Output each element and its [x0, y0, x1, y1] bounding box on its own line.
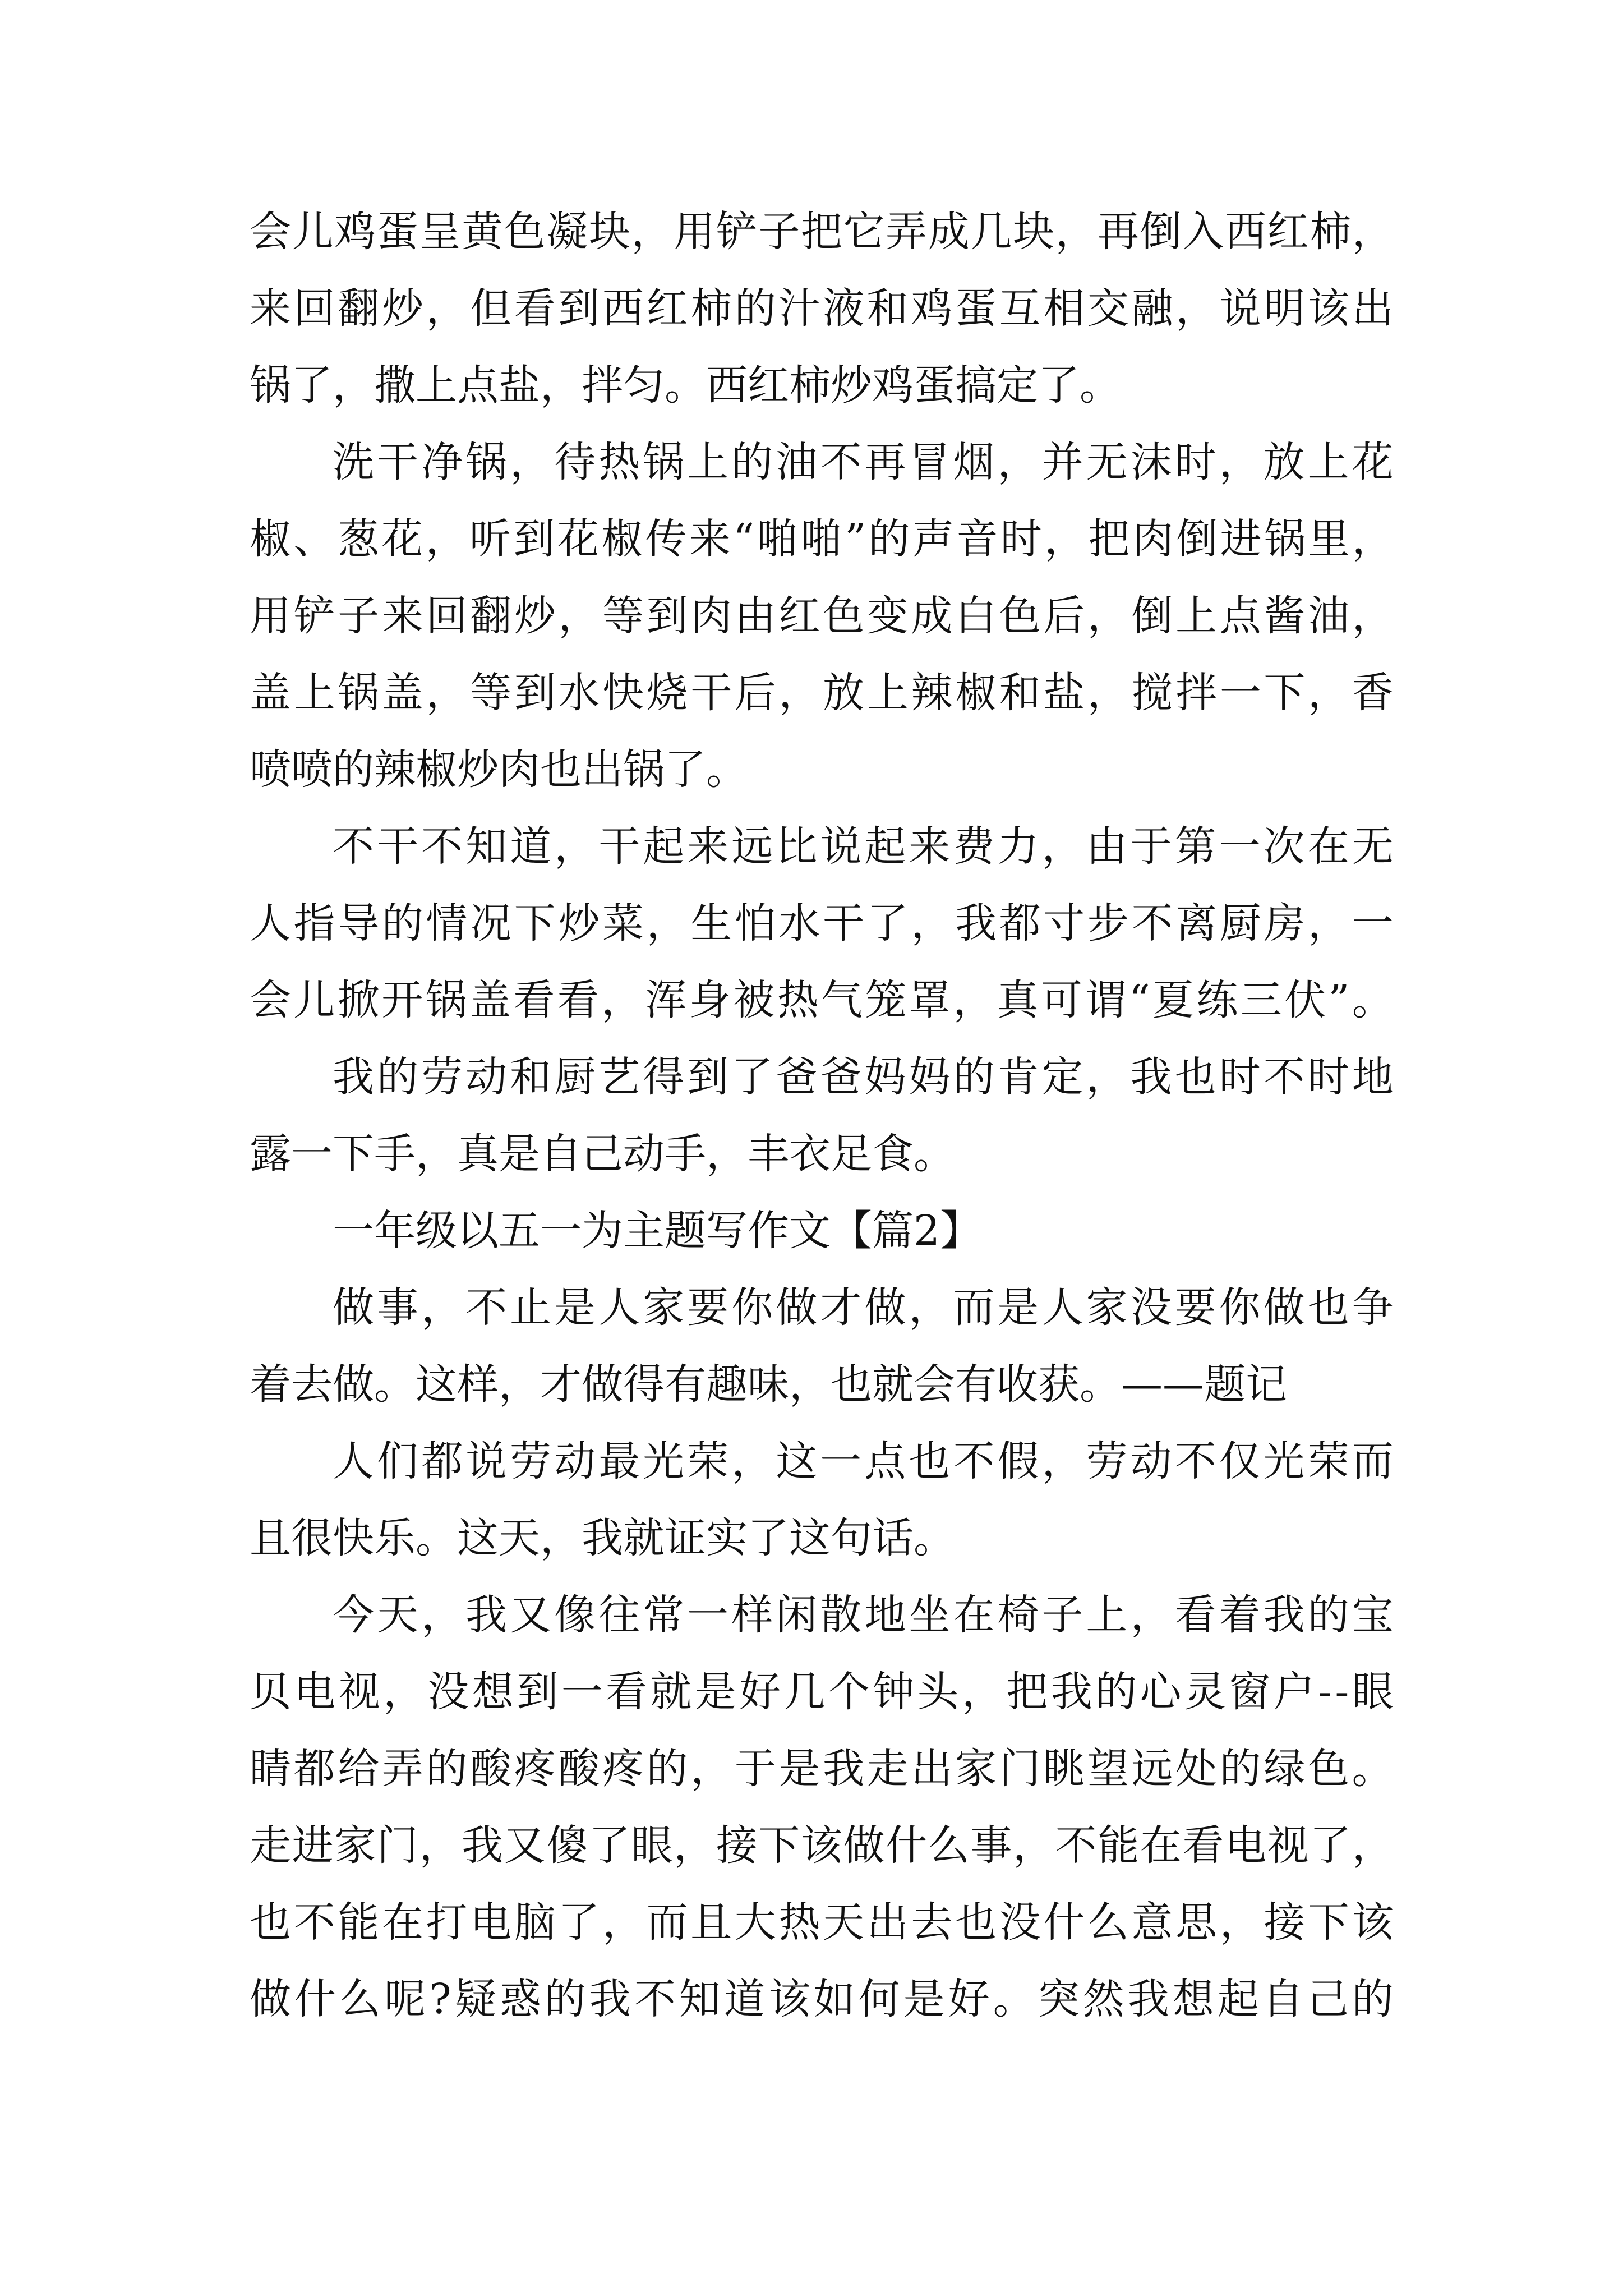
text-line: 会 儿 鸡 蛋 呈 黄 色 凝 块 ， 用 铲 子 把 它 弄 成 几 块 ， 再 倒 入 西 红 柿 ， [250, 208, 1394, 256]
text-line: 不 干 不 知 道 ， 干 起 来 远 比 说 起 来 费 力 ， 由 于 第 一 次 在 无 [333, 822, 1394, 871]
document-body [250, 194, 1394, 2038]
text-line: 人 指 导 的 情 况 下 炒 菜 ， 生 怕 水 干 了 ， 我 都 寸 步 不 离 厨 房 ， 一 [250, 899, 1394, 947]
text-line: 今 天 ， 我 又 像 往 常 一 样 闲 散 地 坐 在 椅 子 上 ， 看 着 我 的 宝 [333, 1591, 1394, 1639]
text-line: 锅了，撒上点盐，拌匀。西红柿炒鸡蛋搞定了。 [250, 361, 1121, 409]
text-line: 且很快乐。这天，我就证实了这句话。 [250, 1514, 955, 1562]
text-line: 睛 都 给 弄 的 酸 疼 酸 疼 的 ， 于 是 我 走 出 家 门 眺 望 远 处 的 绿 色 。 [250, 1745, 1394, 1793]
text-line: 喷喷的辣椒炒肉也出锅了。 [250, 746, 748, 794]
text-line: 做 事 ， 不 止 是 人 家 要 你 做 才 做 ， 而 是 人 家 没 要 你 做 也 争 [333, 1283, 1394, 1332]
text-line: 也 不 能 在 打 电 脑 了 ， 而 且 大 热 天 出 去 也 没 什 么 意 思 ， 接 下 该 [250, 1898, 1394, 1947]
text-line: 会 儿 掀 开 锅 盖 看 看 ， 浑 身 被 热 气 笼 罩 ， 真 可 谓 “ 夏 练 三 伏 ” 。 [250, 976, 1394, 1024]
text-line: 椒 、 葱 花 ， 听 到 花 椒 传 来 “ 啪 啪 ” 的 声 音 时 ， 把 肉 倒 进 锅 里 ， [250, 515, 1394, 563]
text-line: 着去做。这样，才做得有趣味，也就会有收获。——题记 [250, 1360, 1287, 1409]
text-line: 露一下手，真是自己动手，丰衣足食。 [250, 1130, 955, 1178]
text-line: 用 铲 子 来 回 翻 炒 ， 等 到 肉 由 红 色 变 成 白 色 后 ， 倒 上 点 酱 油 ， [250, 592, 1394, 640]
text-line: 人 们 都 说 劳 动 最 光 荣 ， 这 一 点 也 不 假 ， 劳 动 不 仅 光 荣 而 [333, 1437, 1394, 1485]
text-line: 盖 上 锅 盖 ， 等 到 水 快 烧 干 后 ， 放 上 辣 椒 和 盐 ， 搅 拌 一 下 ， 香 [250, 669, 1394, 717]
text-line: 走 进 家 门 ， 我 又 傻 了 眼 ， 接 下 该 做 什 么 事 ， 不 能 在 看 电 视 了 ， [250, 1821, 1394, 1870]
text-line: 我 的 劳 动 和 厨 艺 得 到 了 爸 爸 妈 妈 的 肯 定 ， 我 也 时 不 时 地 [333, 1053, 1394, 1101]
text-line: 做 什 么 呢 ? 疑 惑 的 我 不 知 道 该 如 何 是 好 。 突 然 我 想 起 自 己 的 [250, 1975, 1394, 2023]
text-line: 贝 电 视 ， 没 想 到 一 看 就 是 好 几 个 钟 头 ， 把 我 的 心 灵 窗 户 - - 眼 [250, 1668, 1394, 1716]
text-line: 洗 干 净 锅 ， 待 热 锅 上 的 油 不 再 冒 烟 ， 并 无 沫 时 ， 放 上 花 [333, 438, 1394, 486]
text-line: 来 回 翻 炒 ， 但 看 到 西 红 柿 的 汁 液 和 鸡 蛋 互 相 交 融 ， 说 明 该 出 [250, 284, 1394, 333]
text-line: 一年级以五一为主题写作文【篇2】 [333, 1207, 982, 1255]
